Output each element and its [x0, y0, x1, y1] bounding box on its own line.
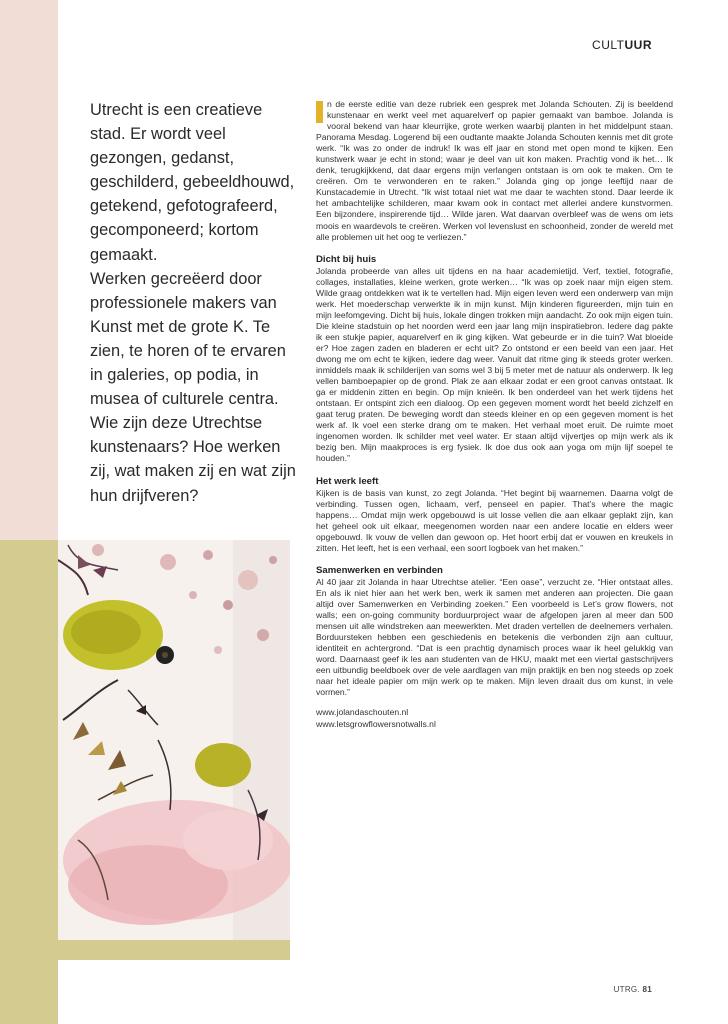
intro-paragraph: Werken gecreëerd door professionele makers van Kunst met de grote K. Te zien, te horen of te ervaren in galeries, op podia, in musea of culturele centra. Wie zijn deze Utrechtse kunstenaars? Hoe werken zij, wat maken zij en wat zijn hun drijfveren? [90, 269, 296, 505]
intro-column [90, 98, 300, 508]
section-heading: Het werk leeft [316, 475, 379, 487]
article-body [316, 99, 673, 730]
section-tag [592, 38, 652, 52]
article-opening-text: n de eerste editie van deze rubriek een gesprek met Jolanda Schouten. Zij is beeldend kunstenaar en werkt veel met aquarelverf op papier gemaakt van bamboe. Jolanda is vooral bekend van haar kleurrijke, grote werken waarbij planten in het middelpunt staan. Panorama Mesdag. Logerend bij een oudtante maakte Jolanda Schouten kennis met dit grote werk. “Ik was zo onder de indruk! Ik was elf jaar en stond met open mond te kijken. Een kunstwerk waar je echt in stond; waar je deel van uit kon maken. Prachtig vond ik het… Ik denk, terugkijkkend, dat daar ergens mijn verlangen ontstaan is om ook te maken. Om te creëren. Om te verwonderen en te raken.” Jolanda ging op jonge leeftijd naar de Kunstacademie in Utrecht. “Ik wist totaal niet wat me daar te wachten stond. Daar leerde ik het ambachtelijke schilderen, maar kwam ook in contact met allerlei andere kunstvormen. Een bijzondere, inspirerende tijd… Wilde jaren. Wat daarvan overbleef was de wens om iets moois en waardevols te creëren. Werken vol levenslust en schoonheid, zonder de wereld met alle problemen uit het oog te verliezen.” [316, 99, 673, 242]
website-links [316, 707, 673, 730]
section-text: Jolanda probeerde van alles uit tijdens en na haar academietijd. Verf, textiel, fotografie, collages, installaties, kleine werken, grote werken… “Ik was op zoek naar mijn eigen stem. Wilde graag ontdekken wat ik te vertellen had. Mijn eigen leven werd een onderwerp van mijn werk. Het moederschap verwerkte ik in mijn kunst. Mijn kinderen figureerden, mijn tuin en mijn leefomgeving. Dicht bij huis, lokale dingen trokken mijn aandacht. Zo ook mijn eigen tuin. Die kleine stadstuin op het noorden werd een jaar lang mijn inspiratiebron. Iedere dag pakte ik een stukje papier, aquarelverf en ik ging kijken. Wat gebeurde er in die tuin? Wat bloeide er? Hoe zagen zaden en bladeren er echt uit? Zo ontstond er een beeld van een jaar. Het dwong me om echt te kijken, iedere dag weer. Vanuit dat ritme ging ik steeds groter werken. inmiddels maak ik schilderijen van soms wel 3 bij 5 meter met de natuur als onderwerp. Ik leg vellen bamboepapier op de grond. Plak ze aan elkaar zodat er een groot canvas ontstaat. Ik ga er middenin zitten en begin. Op mijn knieën. Ik ben onderdeel van het werk tijdens het ontstaan. Er ontspint zich een dialoog. Op een gegeven moment wordt het beeld zichzelf en gaat terug praten. De beweging wordt dan steeds kleiner en op een gegeven moment is het werk af. Ik voel een sterke drang om te maken. Het verhaal moet eruit. De ruimte moet ingenomen worden. Ik schilder met veel water. Er staan altijd vijvertjes op mijn werk als ik bezig ben. Mijn maakproces is erg fysiek. Ik doe dus ook aan yoga om mijn lijf soepel te houden.” [316, 265, 673, 464]
section-heading: Samenwerken en verbinden [316, 564, 443, 576]
website-link[interactable]: www.jolandaschouten.nl [316, 707, 409, 718]
page-footer [614, 985, 652, 994]
section-text: Al 40 jaar zit Jolanda in haar Utrechtse atelier. “Een oase”, verzucht ze. “Hier ontstaat alles. En als ik niet hier aan het werk ben, werk ik samen met anderen aan projecten. Die gaan altijd over Samenwerken en Verbinding zoeken.” Een voorbeeld is Let’s grow flowers, not walls; een on-going community borduurproject waar de afgelopen jaren al meer dan 500 mensen uit alle windstreken aan meewerkten. Met draden vertellen de deelnemers verhalen. Borduursteken hebben een geschiedenis en betekenis die verbonden zijn aan cultuur, identiteit en achtergrond. “Dat is een prachtig dynamisch proces waar ik heel gelukkig van word. Daarnaast geef ik les aan studenten van de HKU, maakt met een viertal gastschrijvers een uitbundig beeldboek over de vele aardlagen van mijn praktijk en ben nog steeds op zoek naar het ideale papier om mijn werk op te maken. Mijn leven draait dus om kunst, in vele vormen.” [316, 576, 673, 698]
section-tag-light: CULT [592, 38, 625, 52]
article-opening-paragraph [316, 99, 673, 243]
pink-side-bar [0, 0, 58, 540]
intro-paragraph: Utrecht is een creatieve stad. Er wordt veel gezongen, gedanst, geschilderd, gebeeldhouwd, getekend, gefotografeerd, gecomponeerd; kortom gemaakt. [90, 101, 295, 264]
section-heading: Dicht bij huis [316, 253, 377, 265]
magazine-name: UTRG. [613, 985, 640, 994]
olive-side-bar [0, 540, 58, 1024]
drop-cap-i [316, 101, 323, 123]
section-text: Kijken is de basis van kunst, zo zegt Jolanda. “Het begint bij waarnemen. Daarna volgt de verbinding. Tussen ogen, lichaam, verf, penseel en papier. That’s where the magic happens… Omdat mijn werk opgebouwd is uit losse vellen die aan elkaar geplakt zijn, kan het geheel ook uit elkaar, meegenomen worden naar een andere locatie en elders weer opgebouwd. Ik vouw de vellen dan gewoon op. Het hoort erbij dat er vouwen en kreukels in zitten. Het leeft, het is een verhaal, een soort logboek van het maken.” [316, 487, 673, 553]
watercolor-artwork [58, 540, 290, 940]
page-number: 81 [642, 985, 652, 994]
website-link[interactable]: www.letsgrowflowersnotwalls.nl [316, 718, 436, 729]
section-tag-bold: UUR [624, 38, 652, 52]
